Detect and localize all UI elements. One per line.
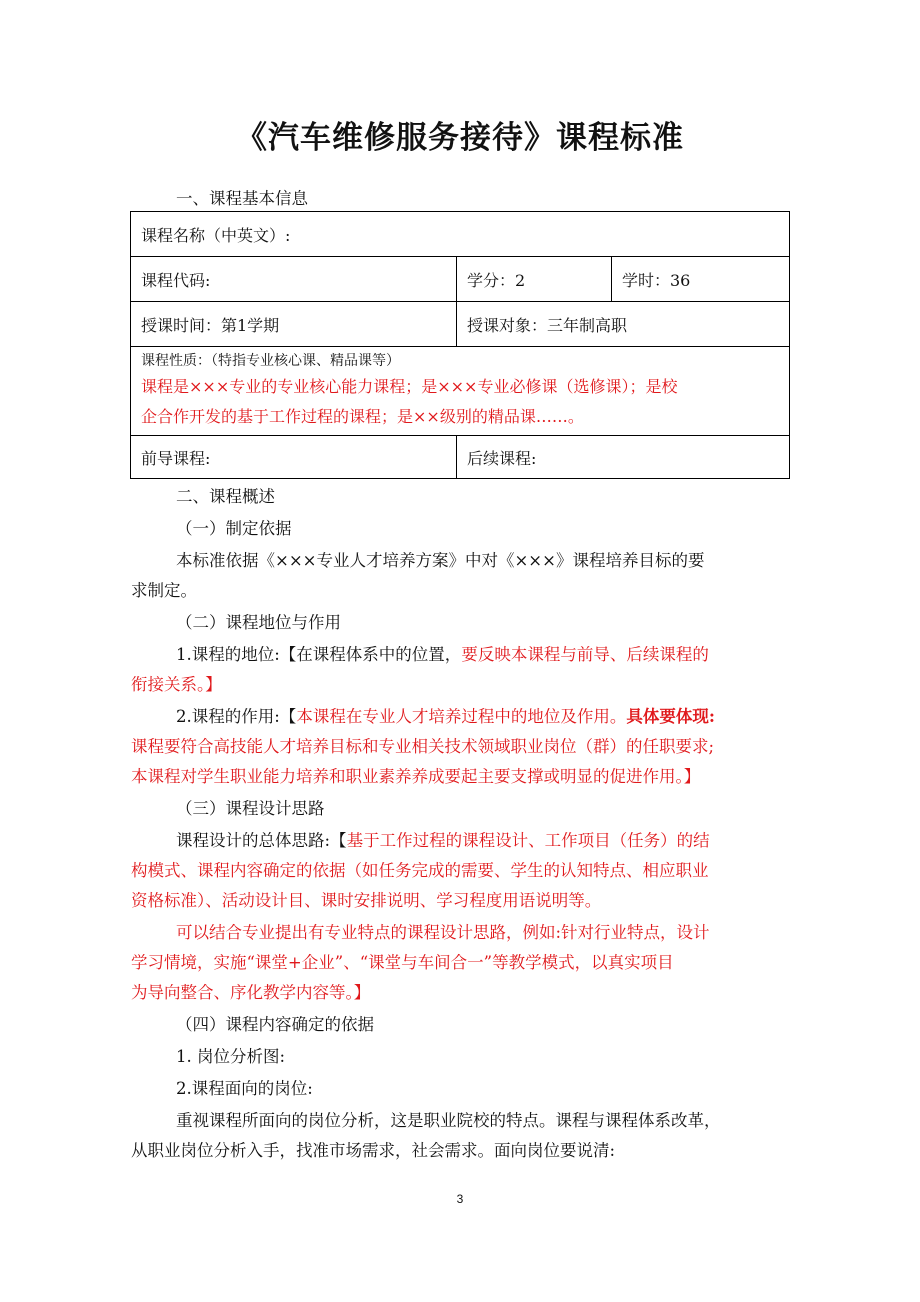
course-nature-line: 企合作开发的基于工作过程的课程；是××级别的精品课……。	[141, 407, 584, 426]
status-label: 1.课程的地位:【在课程体系中的位置，	[176, 645, 462, 664]
course-code-cell: 课程代码:	[131, 257, 457, 302]
hours-cell: 学时：36	[612, 257, 790, 302]
paragraph-line: 资格标准）、活动设计目、课时安排说明、学习程度用语说明等。	[131, 891, 602, 910]
table-row	[131, 302, 790, 347]
paragraph-line	[176, 643, 791, 667]
role-text-red: 本课程在专业人才培养过程中的地位及作用。	[296, 707, 627, 726]
section-heading-overview: 二、课程概述	[176, 487, 275, 506]
paragraph-line: 构模式、课程内容确定的依据（如任务完成的需要、学生的认知特点、相应职业	[131, 861, 709, 880]
paragraph-line: 本标准依据《×××专业人才培养方案》中对《×××》课程培养目标的要	[176, 551, 705, 570]
subheading-design-ideas: （三）课程设计思路	[176, 799, 325, 818]
course-nature-label: 课程性质：（特指专业核心课、精品课等）	[141, 353, 400, 369]
subheading-status-role: （二）课程地位与作用	[176, 613, 341, 632]
time-cell: 授课时间：第1学期	[131, 302, 457, 347]
paragraph-line: 重视课程所面向的岗位分析，这是职业院校的特点。课程与课程体系改革，	[176, 1111, 721, 1130]
paragraph-line: 本课程对学生职业能力培养和职业素养养成要起主要支撑或明显的促进作用。】	[131, 767, 701, 786]
paragraph-line: 课程要符合高技能人才培养目标和专业相关技术领域职业岗位（群）的任职要求;	[131, 737, 715, 756]
paragraph-line: 为导向整合、序化教学内容等。】	[131, 983, 371, 1002]
paragraph-line: 学习情境，实施“课堂+企业”、“课堂与车间合一”等教学模式，以真实项目	[131, 953, 674, 972]
page-number: 3	[456, 1192, 464, 1206]
status-text-red: 要反映本课程与前导、后续课程的	[461, 645, 709, 664]
design-label: 课程设计的总体思路:【	[176, 831, 347, 850]
paragraph-line: 1. 岗位分析图:	[176, 1047, 286, 1066]
role-label: 2.课程的作用:【	[176, 707, 297, 726]
table-row	[131, 436, 790, 479]
paragraph-line: 2.课程面向的岗位:	[176, 1079, 313, 1098]
paragraph-line: 求制定。	[131, 581, 197, 600]
paragraph-line: 从职业岗位分析入手，找准市场需求，社会需求。面向岗位要说清:	[131, 1141, 616, 1160]
table-row	[131, 257, 790, 302]
subheading-content-basis: （四）课程内容确定的依据	[176, 1015, 374, 1034]
prerequisite-cell: 前导课程:	[131, 436, 457, 479]
subheading-basis: （一）制定依据	[176, 519, 292, 538]
target-cell: 授课对象：三年制高职	[457, 302, 790, 347]
table-row	[131, 347, 790, 436]
document-title: 《汽车维修服务接待》课程标准	[236, 120, 684, 156]
course-name-cell: 课程名称（中英文）:	[131, 212, 790, 257]
paragraph-line	[176, 705, 791, 729]
follow-up-cell: 后续课程:	[457, 436, 790, 479]
credit-cell: 学分：2	[457, 257, 612, 302]
course-info-table	[130, 211, 790, 479]
role-text-bold: 具体要体现:	[626, 707, 715, 726]
design-text-red: 基于工作过程的课程设计、工作项目（任务）的结	[346, 831, 710, 850]
paragraph-line: 可以结合专业提出有专业特点的课程设计思路，例如:针对行业特点，设计	[176, 923, 710, 942]
paragraph-line	[176, 829, 791, 853]
paragraph-line: 衔接关系。】	[131, 675, 222, 694]
table-row	[131, 212, 790, 257]
course-nature-line: 课程是×××专业的专业核心能力课程；是×××专业必修课（选修课）；是校	[141, 377, 678, 396]
course-nature-cell	[131, 347, 790, 436]
section-heading-basic-info: 一、课程基本信息	[176, 189, 308, 208]
